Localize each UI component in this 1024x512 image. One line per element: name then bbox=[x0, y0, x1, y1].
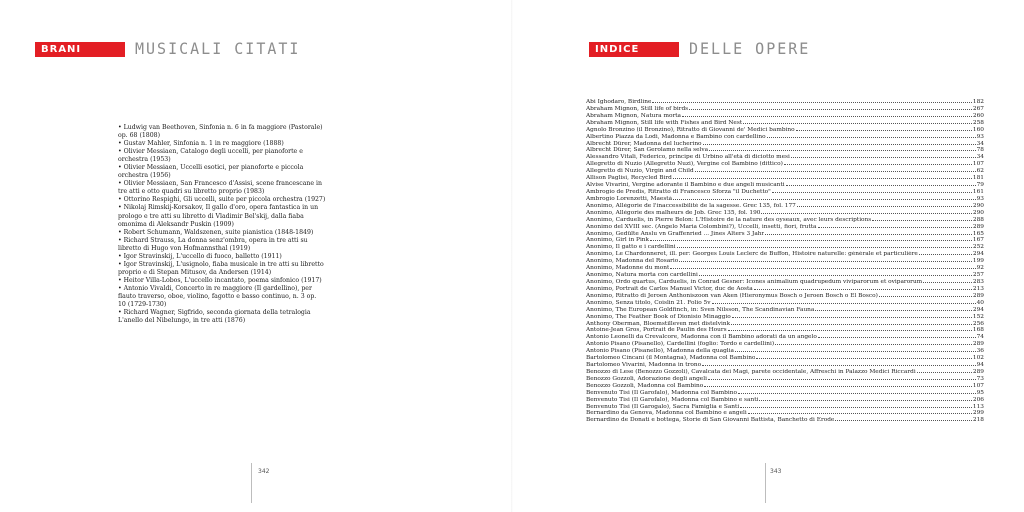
list-item: • Olivier Messiaen, San Francesco d'Assisi, scene francescane in tre atti e otto quadri su libretto proprio (1983) bbox=[118, 180, 322, 196]
entry-title: Anonimo, Carduelis, in Pierre Belon: L'Histoire de la nature des oyseaux, avec leurs descriptions bbox=[586, 216, 872, 223]
entry-page: 74 bbox=[976, 334, 984, 341]
section-tag: BRANI bbox=[35, 42, 125, 57]
entry-title: Ambrogio Lorenzetti, Maestà bbox=[586, 195, 673, 202]
entry-page: 288 bbox=[972, 216, 984, 223]
entry-page: 289 bbox=[972, 292, 984, 299]
entry-page: 73 bbox=[976, 375, 984, 382]
entry-title: Anonimo, Il gatto e i cardellini bbox=[586, 244, 676, 251]
dot-leader bbox=[712, 303, 976, 304]
entry-title: Allison Paglisi, Recycled Bird bbox=[586, 175, 672, 182]
dot-leader bbox=[689, 109, 972, 110]
dot-leader bbox=[923, 282, 972, 283]
dot-leader bbox=[784, 164, 972, 165]
entry-title: Anonimo, Le Chardonneret, ill. per: Georges Louis Leclerc de Buffon, Histoire naturelle: générale et particulière bbox=[586, 251, 918, 258]
index-entry bbox=[586, 210, 984, 217]
index-entry bbox=[586, 196, 984, 203]
dot-leader bbox=[775, 344, 972, 345]
dot-leader bbox=[872, 220, 972, 221]
index-entry bbox=[586, 327, 984, 334]
entry-title: Anthony Oberman, Bloemstilleven met distelvink bbox=[586, 320, 731, 327]
entry-title: Anonimo, Ordo quartus, Carduelis, in Conrad Gesner: Icones animalium quadrupedum viviparorum et oviparorum bbox=[586, 278, 923, 285]
index-entry bbox=[586, 334, 984, 341]
index-entry bbox=[586, 99, 984, 106]
index-entry bbox=[586, 321, 984, 328]
entry-page: 94 bbox=[976, 362, 984, 369]
dot-leader bbox=[738, 393, 976, 394]
music-list bbox=[118, 124, 326, 325]
right-page-header bbox=[589, 40, 810, 58]
index-entry bbox=[586, 314, 984, 321]
dot-leader bbox=[708, 379, 976, 380]
entry-title: Allegretto di Nuzio (Allegretto Nuzi), Vergine col Bambino (dittico) bbox=[586, 161, 783, 168]
entry-title: Albertino Piazza da Lodi, Madonna e Bambino con cardellino bbox=[586, 133, 766, 140]
entry-page: 252 bbox=[972, 244, 984, 251]
entry-title: Anonimo, Allégorie de l'inaccessibilité de la sagesse. Grec 135, fol. 177 bbox=[586, 202, 796, 209]
entry-title: Anonimo, Portrait de Carlos Manuel Victor, duc de Aosta bbox=[586, 285, 753, 292]
entry-title: Anonimo, Madonne du mont bbox=[586, 265, 670, 272]
entry-title: Benozzo Gozzoli, Madonna col Bambino bbox=[586, 382, 704, 389]
dot-leader bbox=[759, 400, 972, 401]
dot-leader bbox=[704, 386, 972, 387]
entry-title: Anonimo, Gedülte Anslu vn Graffenried ... Jines Alters 3 Jahr bbox=[586, 230, 765, 237]
folio-rule bbox=[765, 463, 766, 503]
dot-leader bbox=[735, 351, 976, 352]
index-entry bbox=[586, 224, 984, 231]
entry-page: 92 bbox=[976, 265, 984, 272]
dot-leader bbox=[702, 365, 976, 366]
entry-title: Benvenuto Tisi (Il Garogalo), Sacra Famiglia e Santi bbox=[586, 403, 740, 410]
entry-page: 168 bbox=[972, 327, 984, 334]
entry-page: 206 bbox=[972, 396, 984, 403]
entry-title: Benvenuto Tisi (Il Garofalo), Madonna col Bambino e santi bbox=[586, 396, 759, 403]
entry-title: Antonio Pisano (Pisanello), Cardellini (foglio: Tordo e cardellini) bbox=[586, 341, 775, 348]
index-entry bbox=[586, 182, 984, 189]
folio-rule bbox=[251, 463, 252, 503]
entry-title: Abi Ighodaro, Birdline bbox=[586, 99, 652, 105]
entry-page: 79 bbox=[976, 182, 984, 189]
dot-leader bbox=[797, 206, 972, 207]
entry-page: 102 bbox=[972, 355, 984, 362]
index-entry bbox=[586, 161, 984, 168]
entry-page: 107 bbox=[972, 382, 984, 389]
entry-title: Anonimo, The Feather Book of Dionisio Minaggio bbox=[586, 313, 731, 320]
index-entry bbox=[586, 106, 984, 113]
entry-page: 257 bbox=[972, 272, 984, 279]
index-entry bbox=[586, 383, 984, 390]
entry-title: Alessandro Vitali, Federico, principe di Urbino all'età di diciotto mesi bbox=[586, 154, 790, 161]
list-item: • Ludwig van Beethoven, Sinfonia n. 6 in fa maggiore (Pastorale) op. 68 (1808) bbox=[118, 124, 323, 140]
entry-page: 160 bbox=[972, 126, 984, 133]
entry-title: Anonimo, The European Goldfinch, in: Sven Nilsson, The Scandinavian Fauna bbox=[586, 306, 815, 313]
entry-page: 256 bbox=[972, 320, 984, 327]
works-index bbox=[586, 99, 984, 424]
dot-leader bbox=[796, 130, 972, 131]
index-entry bbox=[586, 300, 984, 307]
dot-leader bbox=[673, 199, 976, 200]
index-entry bbox=[586, 307, 984, 314]
entry-page: 290 bbox=[972, 202, 984, 209]
entry-page: 62 bbox=[976, 168, 984, 175]
index-entry bbox=[586, 244, 984, 251]
entry-title: Antoine-Jean Gros, Portrait de Paulin des Hours bbox=[586, 327, 727, 334]
index-entry bbox=[586, 251, 984, 258]
list-item: • Richard Strauss, La donna senz'ombra, opera in tre atti su libretto di Hugo von Hofmannsthal (1919) bbox=[118, 236, 308, 252]
dot-leader bbox=[650, 240, 972, 241]
index-entry bbox=[586, 203, 984, 210]
entry-title: Anonimo, Natura morta con cardellini bbox=[586, 272, 698, 279]
list-item: • Ottorino Respighi, Gli uccelli, suite per piccola orchestra (1927) bbox=[118, 196, 326, 204]
entry-title: Anonimo, Ritratto di Jeroen Anthoniszoon van Aken (Hieronymus Bosch o Jeroen Bosch o El Bosco) bbox=[586, 292, 878, 299]
dot-leader bbox=[756, 358, 971, 359]
entry-page: 40 bbox=[976, 299, 984, 306]
index-entry bbox=[586, 369, 984, 376]
entry-page: 113 bbox=[972, 403, 984, 410]
dot-leader bbox=[670, 268, 975, 269]
index-entry bbox=[586, 404, 984, 411]
entry-page: 289 bbox=[972, 341, 984, 348]
entry-page: 260 bbox=[972, 112, 984, 119]
dot-leader bbox=[677, 247, 972, 248]
entry-page: 181 bbox=[972, 175, 984, 182]
entry-page: 34 bbox=[976, 154, 984, 161]
index-entry bbox=[586, 127, 984, 134]
entry-page: 199 bbox=[972, 258, 984, 265]
entry-title: Anonimo, Girl in Pink bbox=[586, 237, 650, 244]
entry-page: 289 bbox=[972, 368, 984, 375]
index-entry bbox=[586, 293, 984, 300]
entry-page: 165 bbox=[972, 230, 984, 237]
index-entry bbox=[586, 272, 984, 279]
list-item: • Olivier Messiaen, Catalogo degli uccelli, per pianoforte e orchestra (1953) bbox=[118, 148, 303, 164]
dot-leader bbox=[731, 324, 972, 325]
entry-title: Anonimo, Madonna del Rosario bbox=[586, 258, 679, 265]
dot-leader bbox=[818, 227, 972, 228]
entry-page: 289 bbox=[972, 223, 984, 230]
list-item: • Nikolaj Rimskij-Korsakov, Il gallo d'oro, opera fantastica in un prologo e tre atti su libretto di Vladimir Bel'skij, dalla fiaba omonima di Aleksandr Puskin (1909) bbox=[118, 204, 319, 228]
entry-title: Allegretto di Nuzio, Virgin and Child bbox=[586, 168, 694, 175]
entry-title: Abraham Mignon, Still life with Fishes and Bird Nest bbox=[586, 119, 743, 126]
list-item: • Gustav Mahler, Sinfonia n. 1 in re maggiore (1888) bbox=[118, 140, 284, 148]
list-item: • Robert Schumann, Waldszenen, suite pianistica (1848-1849) bbox=[118, 228, 314, 236]
dot-leader bbox=[919, 254, 972, 255]
dot-leader bbox=[767, 137, 976, 138]
index-entry bbox=[586, 175, 984, 182]
dot-leader bbox=[917, 372, 972, 373]
dot-leader bbox=[835, 420, 972, 421]
section-title: DELLE OPERE bbox=[689, 39, 811, 59]
index-entry bbox=[586, 217, 984, 224]
entry-title: Agnolo Bronzino (il Bronzino), Ritratto di Giovanni de' Medici bambino bbox=[586, 126, 795, 133]
dot-leader bbox=[772, 192, 972, 193]
list-item: • Richard Wagner, Sigfrido, seconda giornata della tetralogia L'anello del Nibelungo, in tre atti (1876) bbox=[118, 309, 311, 325]
entry-title: Anonimo, Senza titolo, Coislin 21. Folio 5v bbox=[586, 299, 711, 306]
entry-page: 294 bbox=[972, 306, 984, 313]
list-item: • Igor Stravinskij, L'usignolo, fiaba musicale in tre atti su libretto proprio e di Stepan Mitusov, da Andersen (1914) bbox=[118, 260, 324, 276]
dot-leader bbox=[761, 213, 971, 214]
entry-page: 95 bbox=[976, 389, 984, 396]
dot-leader bbox=[709, 150, 975, 151]
index-entry bbox=[586, 168, 984, 175]
dot-leader bbox=[791, 157, 976, 158]
entry-page: 167 bbox=[972, 237, 984, 244]
dot-leader bbox=[699, 275, 972, 276]
section-tag: INDICE bbox=[589, 42, 679, 57]
index-entry bbox=[586, 147, 984, 154]
dot-leader bbox=[695, 171, 976, 172]
index-entry bbox=[586, 341, 984, 348]
entry-page: 213 bbox=[972, 285, 984, 292]
entry-page: 161 bbox=[972, 188, 984, 195]
index-entry bbox=[586, 362, 984, 369]
index-entry bbox=[586, 113, 984, 120]
index-entry bbox=[586, 231, 984, 238]
entry-title: Bernardino da Genova, Madonna col Bambino e angeli bbox=[586, 410, 747, 417]
index-entry bbox=[586, 376, 984, 383]
list-item: • Igor Stravinskij, L'uccello di fuoco, balletto (1911) bbox=[118, 252, 282, 260]
index-entry bbox=[586, 237, 984, 244]
entry-title: Albrecht Dürer, Madonna del lucherino bbox=[586, 140, 702, 147]
entry-page: 218 bbox=[972, 417, 984, 424]
list-item: • Heitor Villa-Lobos, L'uccello incantato, poema sinfonico (1917) bbox=[118, 276, 322, 284]
list-item: • Olivier Messiaen, Uccelli esotici, per pianoforte e piccola orchestra (1956) bbox=[118, 164, 304, 180]
index-entry bbox=[586, 120, 984, 127]
entry-title: Antonio Pisano (Pisanello), Madonna della quaglia bbox=[586, 348, 734, 355]
left-page-header bbox=[35, 40, 300, 58]
entry-title: Bernardino de Donati e bottega, Storie di San Giovanni Battista, Banchetto di Erode bbox=[586, 417, 835, 424]
entry-page: 267 bbox=[972, 105, 984, 112]
entry-title: Benozzo Gozzoli, Adorazione degli angeli bbox=[586, 375, 707, 382]
entry-title: Alvise Vivarini, Vergine adorante il Bambino e due angeli musicanti bbox=[586, 182, 785, 189]
entry-page: 290 bbox=[972, 209, 984, 216]
page-number: 343 bbox=[770, 468, 782, 475]
entry-page: 299 bbox=[972, 410, 984, 417]
entry-title: Benvenuto Tisi (Il Garofalo), Madonna col Bambino bbox=[586, 389, 737, 396]
entry-page: 107 bbox=[972, 161, 984, 168]
index-entry bbox=[586, 348, 984, 355]
entry-page: 78 bbox=[976, 147, 984, 154]
dot-leader bbox=[765, 234, 972, 235]
dot-leader bbox=[652, 102, 972, 103]
entry-page: 93 bbox=[976, 133, 984, 140]
index-entry bbox=[586, 417, 984, 424]
entry-page: 36 bbox=[976, 348, 984, 355]
entry-page: 182 bbox=[972, 99, 984, 105]
dot-leader bbox=[703, 144, 976, 145]
index-entry bbox=[586, 390, 984, 397]
index-entry bbox=[586, 265, 984, 272]
dot-leader bbox=[815, 310, 972, 311]
index-entry bbox=[586, 397, 984, 404]
index-entry bbox=[586, 355, 984, 362]
entry-title: Abraham Mignon, Natura morta bbox=[586, 112, 682, 119]
entry-page: 294 bbox=[972, 251, 984, 258]
section-title: MUSICALI CITATI bbox=[135, 39, 301, 59]
dot-leader bbox=[679, 261, 972, 262]
index-entry bbox=[586, 189, 984, 196]
dot-leader bbox=[754, 289, 972, 290]
page-number: 342 bbox=[258, 468, 270, 475]
dot-leader bbox=[743, 123, 972, 124]
dot-leader bbox=[748, 413, 972, 414]
entry-page: 34 bbox=[976, 140, 984, 147]
index-entry bbox=[586, 141, 984, 148]
entry-page: 258 bbox=[972, 119, 984, 126]
dot-leader bbox=[728, 330, 972, 331]
entry-title: Albrecht Dürer, San Gerolamo nella selva bbox=[586, 147, 709, 154]
index-entry bbox=[586, 258, 984, 265]
entry-page: 93 bbox=[976, 195, 984, 202]
entry-title: Antonio Leonelli da Crevalcore, Madonna con il Bambino adorati da un angelo bbox=[586, 334, 817, 341]
entry-page: 152 bbox=[972, 313, 984, 320]
index-entry bbox=[586, 154, 984, 161]
index-entry bbox=[586, 134, 984, 141]
list-item: • Antonio Vivaldi, Concerto in re maggiore (Il gardellino), per flauto traverso, oboe, violino, fagotto e basso continuo, n. 3 op. 10 (1729-1730) bbox=[118, 284, 317, 309]
entry-title: Benozzo di Lese (Benozzo Gozzoli), Cavalcata dei Magi, parete occidentale, Affreschi in Palazzo Medici Riccardi bbox=[586, 368, 916, 375]
dot-leader bbox=[682, 116, 972, 117]
entry-title: Abraham Mignon, Still life of birds bbox=[586, 105, 689, 112]
right-page bbox=[512, 0, 1024, 512]
index-entry bbox=[586, 410, 984, 417]
entry-title: Anonimo, Allégorie des malheurs de Job. Grec 135, fol. 190 bbox=[586, 209, 761, 216]
index-entry bbox=[586, 286, 984, 293]
dot-leader bbox=[673, 178, 972, 179]
entry-title: Bartolomeo Cincani (il Montagna), Madonna col Bambino bbox=[586, 355, 756, 362]
dot-leader bbox=[786, 185, 976, 186]
entry-page: 283 bbox=[972, 278, 984, 285]
dot-leader bbox=[732, 317, 972, 318]
entry-title: Bartolomeo Vivarini, Madonna in trono bbox=[586, 362, 702, 369]
entry-title: Ambrogio de Predis, Ritratto di Francesco Sforza "il Duchetto" bbox=[586, 188, 771, 195]
index-entry bbox=[586, 279, 984, 286]
entry-title: Anonimo del XVIII sec. (Angelo Maria Colombini?), Uccelli, insetti, fiori, frutta bbox=[586, 223, 817, 230]
dot-leader bbox=[879, 296, 972, 297]
dot-leader bbox=[818, 337, 976, 338]
dot-leader bbox=[740, 407, 972, 408]
